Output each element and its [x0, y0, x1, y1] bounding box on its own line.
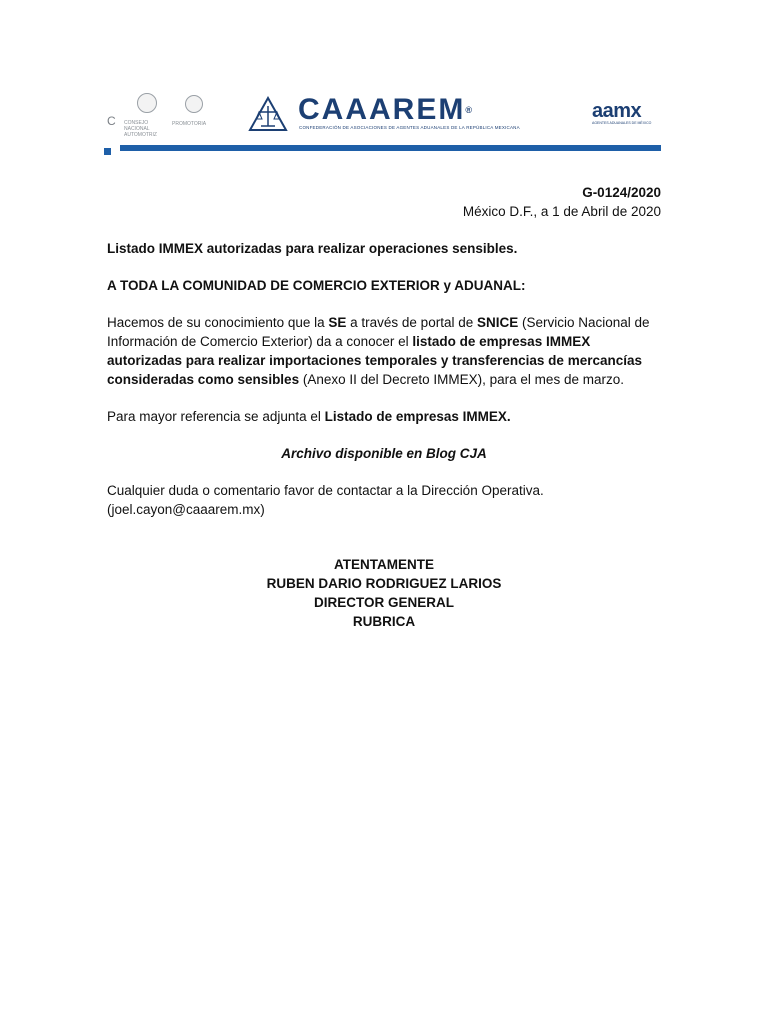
header-accent-square — [104, 148, 111, 155]
closing: ATENTAMENTE — [334, 557, 434, 572]
subject-line: Listado IMMEX autorizadas para realizar operaciones sensibles. — [107, 241, 518, 256]
emblem-seal-icon — [185, 95, 203, 113]
greeting: A TODA LA COMUNIDAD DE COMERCIO EXTERIOR y ADUANAL: — [107, 278, 526, 293]
header-rule — [120, 145, 661, 151]
body-paragraph: Hacemos de su conocimiento que la SE a través de portal de SNICE (Servicio Nacional de Información de Comercio Exterior) da a conocer el listado de empresas IMMEX autorizadas para realizar importaciones temporales y transferencias de mercancías consideradas como sensibles (Anexo II del Decreto IMMEX), para el mes de marzo. — [107, 315, 650, 387]
small-logo-c: C — [107, 114, 116, 128]
aamx-subtitle: AGENTES ADUANALES DE MÉXICO — [592, 121, 652, 125]
contact-email[interactable]: (joel.cayon@caaarem.mx) — [107, 502, 265, 517]
reference-paragraph: Para mayor referencia se adjunta el Listado de empresas IMMEX. — [107, 409, 511, 424]
signature: RUBRICA — [352, 614, 416, 629]
signer-name: RUBEN DARIO RODRIGUEZ LARIOS — [266, 576, 502, 591]
aamx-logo: aamx — [592, 100, 642, 122]
contact-line: Cualquier duda o comentario favor de contactar a la Dirección Operativa. — [107, 483, 544, 498]
archive-note: Archivo disponible en Blog CJA — [281, 446, 487, 461]
document-reference: G-0124/2020 — [582, 185, 661, 200]
small-logo-2: PROMOTORIA — [172, 121, 207, 127]
letterhead — [0, 0, 768, 160]
small-logo-1: CONSEJO NACIONAL AUTOMOTRIZ — [124, 120, 157, 138]
signer-title: DIRECTOR GENERAL — [313, 595, 454, 610]
brand-name: CAAAREM® — [298, 93, 472, 126]
government-seal-icon — [137, 93, 157, 113]
place-date: México D.F., a 1 de Abril de 2020 — [462, 204, 661, 219]
caaarem-triangle-icon — [248, 96, 288, 132]
letter-body — [107, 183, 661, 631]
brand-subtitle: CONFEDERACIÓN DE ASOCIACIONES DE AGENTES ADUANALES DE LA REPÚBLICA MEXICANA — [299, 125, 520, 130]
